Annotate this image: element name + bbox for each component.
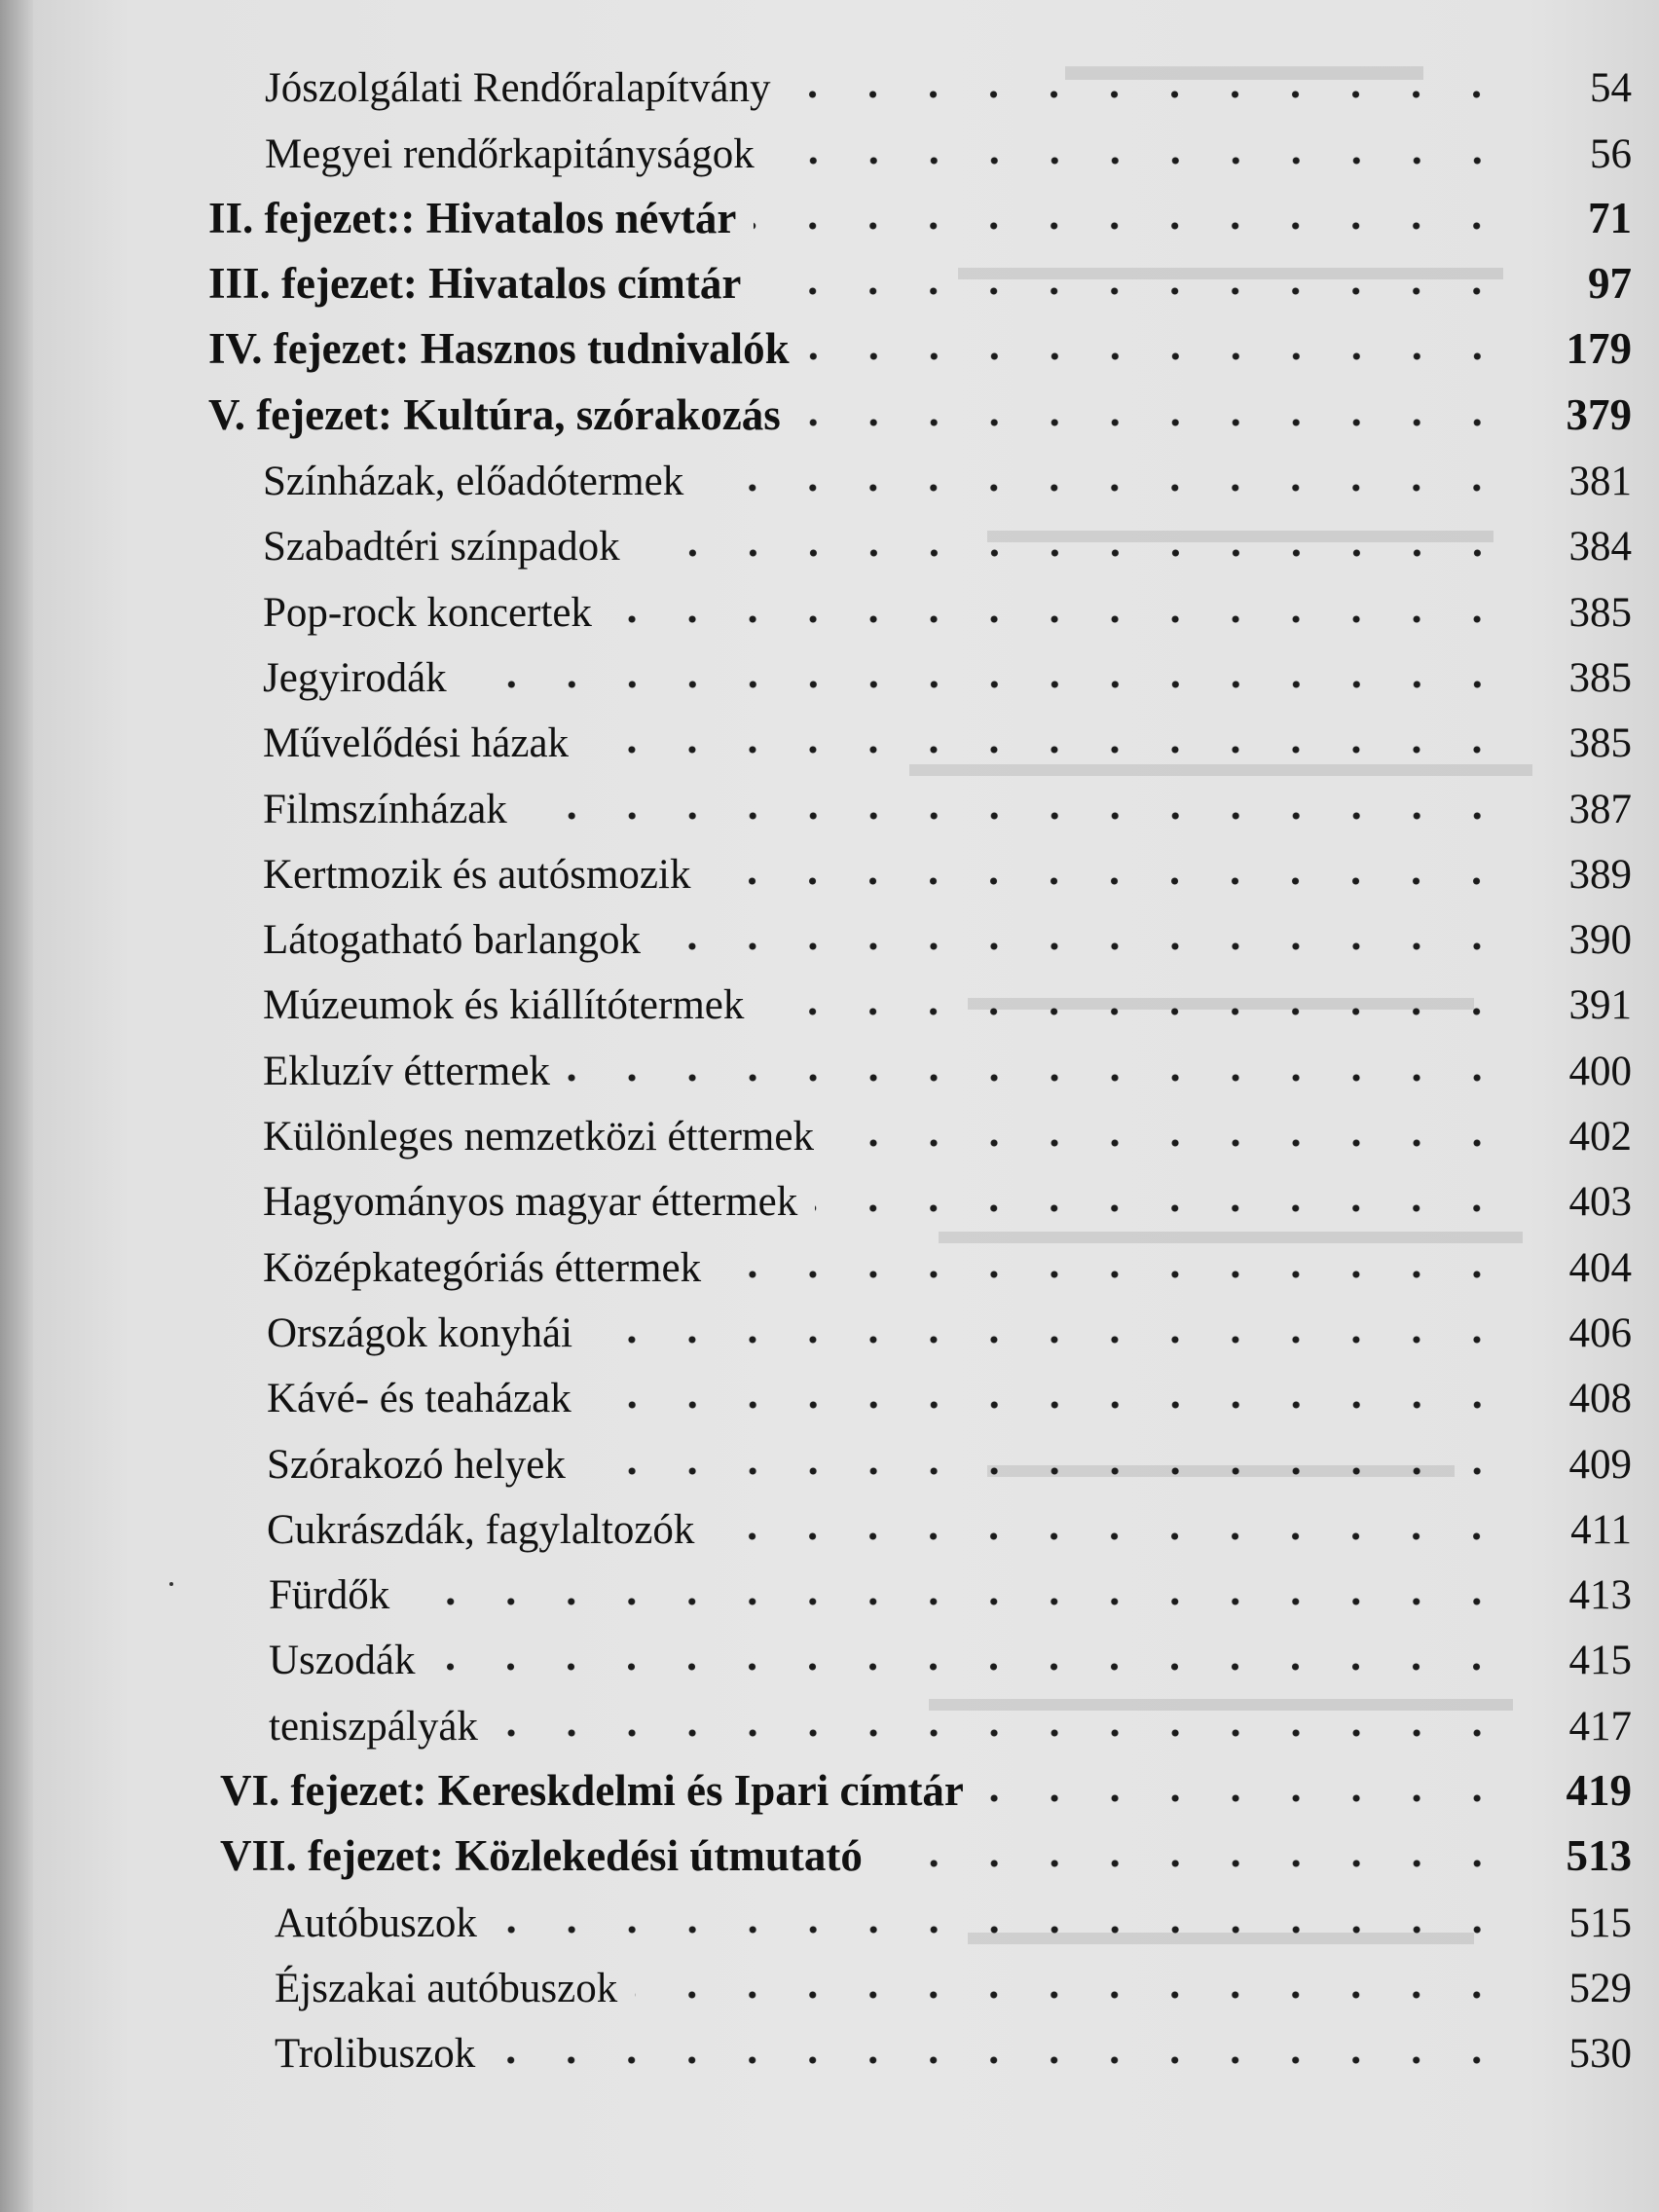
toc-entry-title: Kávé- és teaházak: [267, 1376, 571, 1422]
toc-entry-title: Színházak, előadótermek: [263, 459, 684, 505]
toc-entry-page: 413: [1568, 1572, 1632, 1619]
toc-chapter-page: 71: [1588, 193, 1632, 242]
dot-leader: [712, 1530, 1507, 1542]
toc-entry-title: Különleges nemzetközi éttermek: [263, 1114, 814, 1161]
dot-leader: [568, 1072, 1507, 1084]
toc-entry: [33, 1161, 1659, 1226]
toc-entry-page: 400: [1568, 1048, 1632, 1094]
toc-entry-page: 417: [1568, 1703, 1632, 1750]
toc-entry-page: 411: [1570, 1506, 1632, 1553]
dot-leader: [407, 1596, 1507, 1607]
dot-leader: [495, 1924, 1507, 1936]
toc-entry-title: Uszodák: [269, 1638, 416, 1684]
dot-leader: [586, 744, 1507, 756]
toc-entry: [33, 1881, 1659, 1946]
toc-entry-title: Hagyományos magyar éttermek: [263, 1179, 798, 1226]
toc-entry: [33, 1489, 1659, 1554]
bleed-through-texture: ▬▬▬▬▬▬▬▬: [1065, 40, 1423, 90]
toc-entry: [33, 637, 1659, 702]
toc-entry: [33, 47, 1659, 112]
toc-entry: [33, 571, 1659, 636]
toc-entry: [33, 833, 1659, 899]
toc-entry: [33, 964, 1659, 1029]
dot-leader: [464, 679, 1507, 690]
dot-leader: [635, 1989, 1507, 2001]
dot-leader: [432, 1661, 1507, 1673]
dot-leader: [719, 1269, 1507, 1280]
toc-entry-title: Pop-rock koncertek: [263, 589, 592, 636]
dot-leader: [772, 155, 1507, 166]
toc-entry-title: Jószolgálati Rendőralapítvány: [265, 65, 771, 112]
toc-chapter-title: VII. fejezet: Közlekedési útmutató: [220, 1831, 863, 1881]
toc-entry-title: Kertmozik és autósmozik: [263, 851, 691, 898]
dot-leader: [788, 89, 1507, 100]
dot-leader: [589, 1399, 1507, 1411]
toc-chapter-entry: [33, 1816, 1659, 1881]
toc-entry-page: 56: [1590, 130, 1632, 177]
toc-entry: [33, 112, 1659, 177]
dot-leader: [658, 940, 1507, 952]
toc-entry-page: 406: [1568, 1309, 1632, 1356]
book-gutter-edge: [0, 0, 33, 2212]
toc-entry-title: teniszpályák: [269, 1703, 478, 1750]
toc-chapter-entry: [33, 374, 1659, 439]
toc-entry: [33, 702, 1659, 767]
toc-entry-page: 391: [1568, 982, 1632, 1029]
toc-entry-page: 385: [1568, 589, 1632, 636]
toc-entry-page: 381: [1568, 459, 1632, 505]
bleed-through-texture: ▬▬▬▬▬▬▬▬▬▬▬▬▬▬: [958, 244, 1503, 288]
dot-leader: [525, 810, 1507, 822]
toc-chapter-title: IV. fejezet: Hasznos tudnivalók: [208, 324, 790, 374]
dot-leader: [638, 547, 1507, 559]
toc-entry: [33, 1029, 1659, 1094]
dot-leader: [590, 1334, 1507, 1346]
toc-entry-page: 529: [1568, 1965, 1632, 2011]
toc-entry: [33, 2012, 1659, 2078]
dot-leader: [609, 613, 1507, 625]
toc-chapter-page: 97: [1588, 259, 1632, 309]
toc-chapter-page: 419: [1566, 1766, 1632, 1816]
toc-chapter-page: 379: [1566, 389, 1632, 439]
toc-entry-title: Éjszakai autóbuszok: [275, 1965, 618, 2011]
toc-entry: [33, 1619, 1659, 1684]
dot-leader: [798, 417, 1507, 428]
toc-entry: [33, 505, 1659, 571]
toc-entry-page: 385: [1568, 720, 1632, 767]
toc-entry: [33, 1226, 1659, 1291]
toc-chapter-title: II. fejezet:: Hivatalos névtár: [208, 193, 737, 242]
toc-entry-page: 389: [1568, 851, 1632, 898]
dot-leader: [496, 1727, 1507, 1739]
dot-leader: [583, 1465, 1507, 1477]
toc-entry: [33, 899, 1659, 964]
toc-entry-page: 415: [1568, 1638, 1632, 1684]
bleed-through-texture: ▬▬▬▬▬▬▬▬▬▬▬▬▬: [987, 507, 1493, 551]
toc-entry-title: Ekluzív éttermek: [263, 1048, 550, 1094]
toc-chapter-title: III. fejezet: Hivatalos címtár: [208, 259, 742, 309]
dot-leader: [807, 350, 1507, 362]
dot-leader: [981, 1792, 1507, 1804]
toc-chapter-title: VI. fejezet: Kereskdelmi és Ipari címtár: [220, 1766, 964, 1816]
bleed-through-texture: ▬▬▬▬▬▬▬▬▬▬▬▬▬▬▬: [929, 1676, 1513, 1719]
toc-chapter-entry: [33, 178, 1659, 243]
toc-entry-title: Jegyirodák: [263, 654, 447, 701]
toc-entry: [33, 1422, 1659, 1488]
dot-leader: [708, 875, 1507, 887]
toc-chapter-entry: [33, 1751, 1659, 1816]
toc-entry: [33, 1554, 1659, 1619]
toc-entry-page: 403: [1568, 1179, 1632, 1226]
toc-chapter-entry: [33, 243, 1659, 309]
toc-entry: [33, 1095, 1659, 1161]
toc-entry-page: 404: [1568, 1244, 1632, 1291]
toc-entry-page: 390: [1568, 917, 1632, 964]
toc-entry-title: Fürdők: [269, 1572, 390, 1619]
toc-chapter-page: 179: [1566, 324, 1632, 374]
toc-chapter-title: V. fejezet: Kultúra, szórakozás: [208, 389, 781, 439]
toc-entry-title: Szabadtéri színpadok: [263, 524, 620, 571]
toc-entry-title: Cukrászdák, fagylaltozók: [267, 1506, 695, 1553]
toc-entry-title: Országok konyhái: [267, 1309, 573, 1356]
table-of-contents: [33, 47, 1659, 2078]
toc-entry: [33, 1947, 1659, 2012]
toc-entry-page: 384: [1568, 524, 1632, 571]
toc-entry: [33, 1684, 1659, 1750]
dot-leader: [880, 1858, 1507, 1869]
bleed-through-texture: ▬▬▬▬▬▬▬▬▬▬▬▬▬: [968, 975, 1474, 1018]
toc-entry-page: 385: [1568, 654, 1632, 701]
bleed-through-texture: ▬▬▬▬▬▬▬▬▬▬▬▬▬▬▬: [939, 1208, 1523, 1252]
dot-leader: [493, 2054, 1507, 2066]
toc-chapter-page: 513: [1566, 1831, 1632, 1881]
toc-entry-title: Látogatható barlangok: [263, 917, 642, 964]
dot-leader: [831, 1137, 1507, 1149]
toc-entry-page: 54: [1590, 65, 1632, 112]
toc-entry-title: Trolibuszok: [275, 2031, 476, 2078]
toc-entry: [33, 1292, 1659, 1357]
dot-leader: [758, 285, 1507, 297]
toc-entry-title: Szórakozó helyek: [267, 1441, 566, 1488]
toc-entry-title: Filmszínházak: [263, 786, 507, 832]
toc-entry-page: 408: [1568, 1376, 1632, 1422]
toc-entry-title: Művelődési házak: [263, 720, 570, 767]
dot-leader: [754, 220, 1507, 232]
toc-entry-page: 402: [1568, 1114, 1632, 1161]
bleed-through-texture: ▬▬▬▬▬▬▬▬▬▬▬▬: [987, 1442, 1455, 1486]
toc-entry-title: Múzeumok és kiállítótermek: [263, 982, 745, 1029]
toc-entry-title: Autóbuszok: [275, 1899, 477, 1946]
dot-leader: [815, 1202, 1507, 1214]
toc-entry: [33, 767, 1659, 832]
book-page: [33, 0, 1659, 2212]
toc-entry-page: 515: [1568, 1899, 1632, 1946]
toc-chapter-entry: [33, 309, 1659, 374]
dot-leader: [761, 1006, 1507, 1017]
toc-entry-title: Megyei rendőrkapitányságok: [265, 130, 755, 177]
bleed-through-texture: ▬▬▬▬▬▬▬▬▬▬▬▬▬▬▬▬: [909, 741, 1532, 785]
dot-leader: [701, 482, 1507, 494]
toc-entry-page: 409: [1568, 1441, 1632, 1488]
toc-entry-page: 530: [1568, 2031, 1632, 2078]
toc-entry-page: 387: [1568, 786, 1632, 832]
toc-entry-title: Középkategóriás éttermek: [263, 1244, 702, 1291]
toc-entry: [33, 1357, 1659, 1422]
toc-entry: [33, 440, 1659, 505]
